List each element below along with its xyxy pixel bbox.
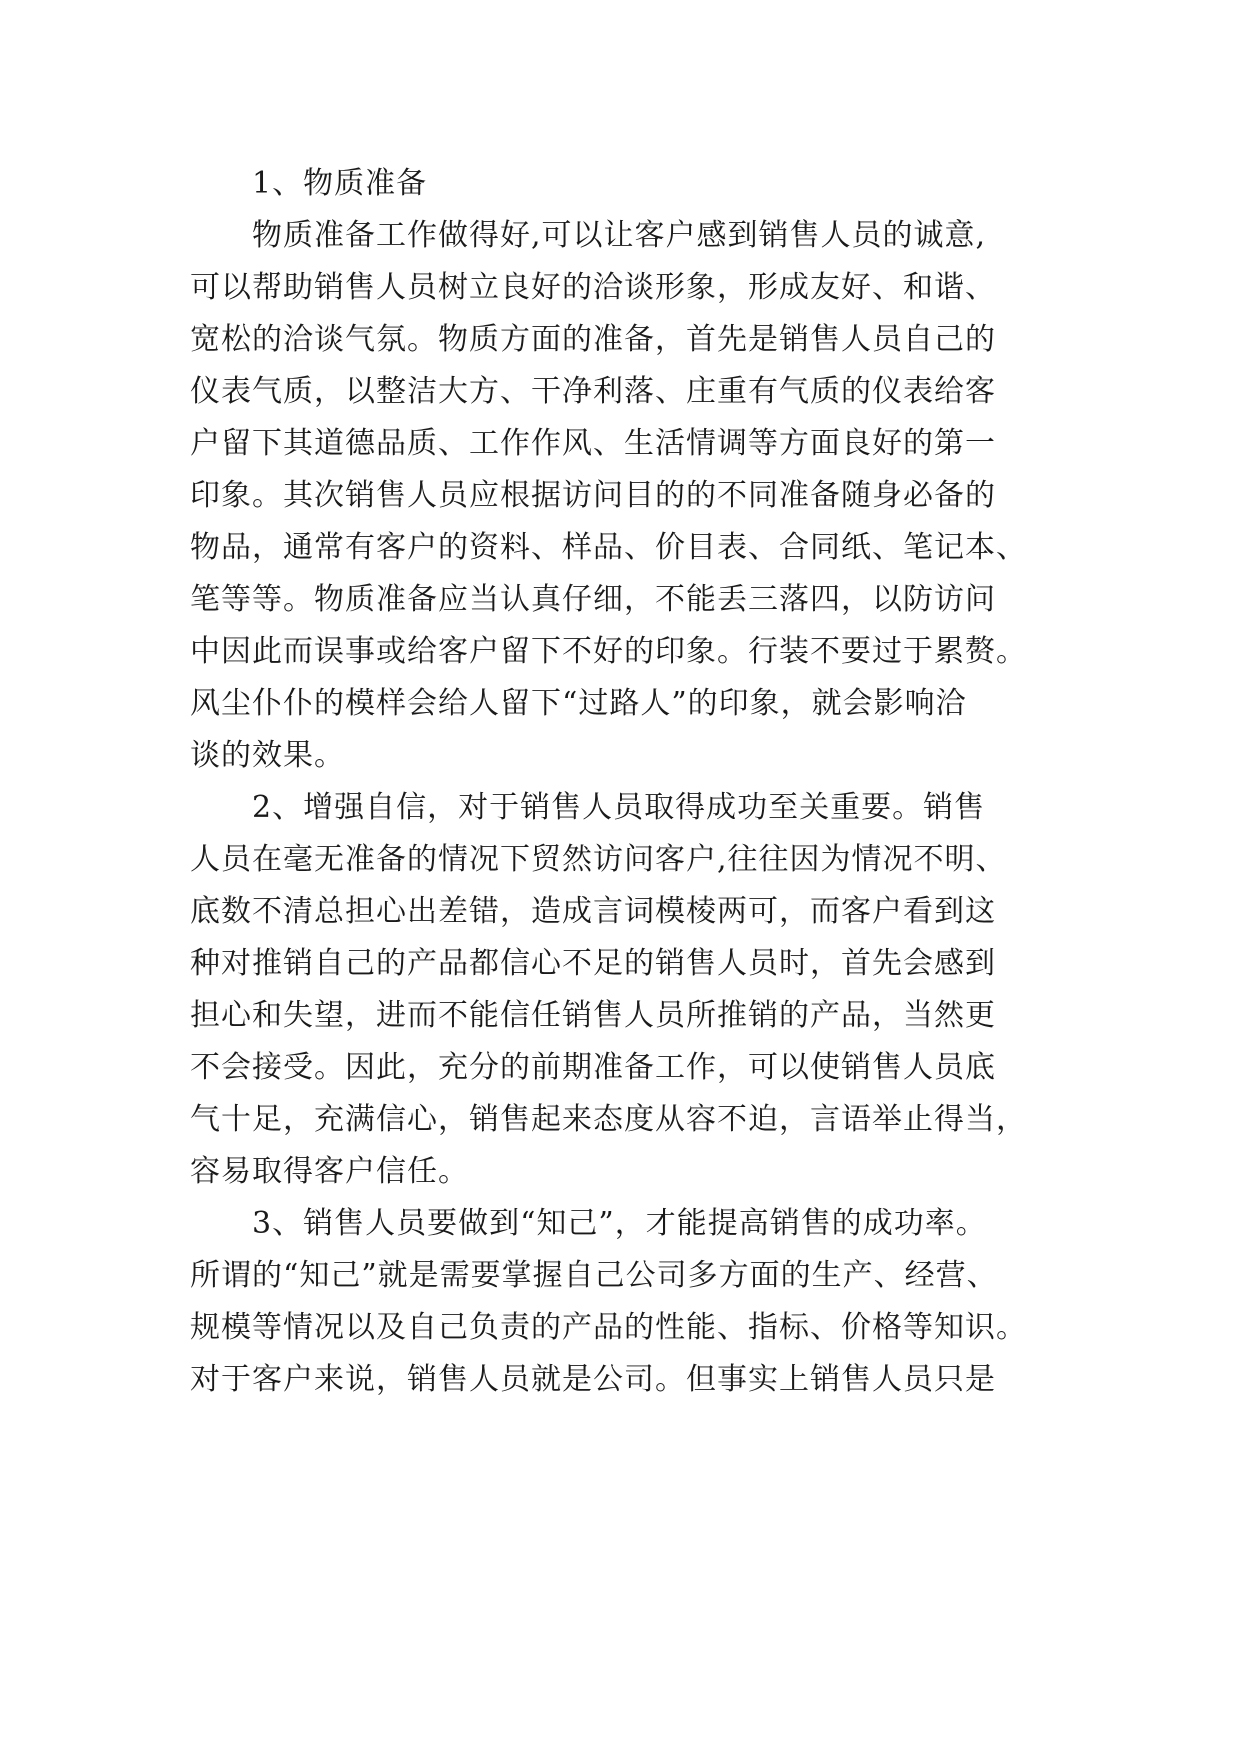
section-3-line: 规模等情况以及自己负责的产品的性能、指标、价格等知识。	[190, 1310, 1027, 1345]
section-1-line: 物质准备工作做得好,可以让客户感到销售人员的诚意,	[252, 218, 987, 253]
section-1-line: 印象。其次销售人员应根据访问目的的不同准备随身必备的	[190, 478, 996, 513]
section-2-line: 不会接受。因此，充分的前期准备工作，可以使销售人员底	[190, 1050, 996, 1085]
section-2-line: 气十足，充满信心，销售起来态度从容不迫，言语举止得当，	[190, 1102, 1027, 1137]
section-2-line: 人员在毫无准备的情况下贸然访问客户,往往因为情况不明、	[190, 842, 1007, 877]
section-1-line: 笔等等。物质准备应当认真仔细，不能丢三落四，以防访问	[190, 582, 996, 617]
section-1-heading: 1、物质准备	[252, 166, 428, 201]
section-3-line: 3、销售人员要做到“知己”，才能提高销售的成功率。	[252, 1206, 987, 1241]
document-body	[190, 158, 1070, 1406]
section-3-line: 所谓的“知己”就是需要掌握自己公司多方面的生产、经营、	[190, 1258, 998, 1293]
section-2-line: 种对推销自己的产品都信心不足的销售人员时，首先会感到	[190, 946, 996, 981]
section-1-line: 谈的效果。	[190, 738, 345, 773]
section-1-line: 仪表气质，以整洁大方、干净利落、庄重有气质的仪表给客	[190, 374, 996, 409]
section-2-line: 底数不清总担心出差错，造成言词模棱两可，而客户看到这	[190, 894, 996, 929]
section-1-line: 可以帮助销售人员树立良好的洽谈形象，形成友好、和谐、	[190, 270, 996, 305]
section-1-line: 风尘仆仆的模样会给人留下“过路人”的印象，就会影响洽	[190, 686, 967, 721]
section-1-line: 宽松的洽谈气氛。物质方面的准备，首先是销售人员自己的	[190, 322, 996, 357]
section-1-line: 物品，通常有客户的资料、样品、价目表、合同纸、笔记本、	[190, 530, 1027, 565]
section-3-line: 对于客户来说，销售人员就是公司。但事实上销售人员只是	[190, 1362, 996, 1397]
section-1-line: 户留下其道德品质、工作作风、生活情调等方面良好的第一	[190, 426, 996, 461]
section-1-line: 中因此而误事或给客户留下不好的印象。行装不要过于累赘。	[190, 634, 1027, 669]
section-2-line: 担心和失望，进而不能信任销售人员所推销的产品，当然更	[190, 998, 996, 1033]
section-2-line: 2、增强自信，对于销售人员取得成功至关重要。销售	[252, 790, 986, 825]
section-2-line: 容易取得客户信任。	[190, 1154, 469, 1189]
